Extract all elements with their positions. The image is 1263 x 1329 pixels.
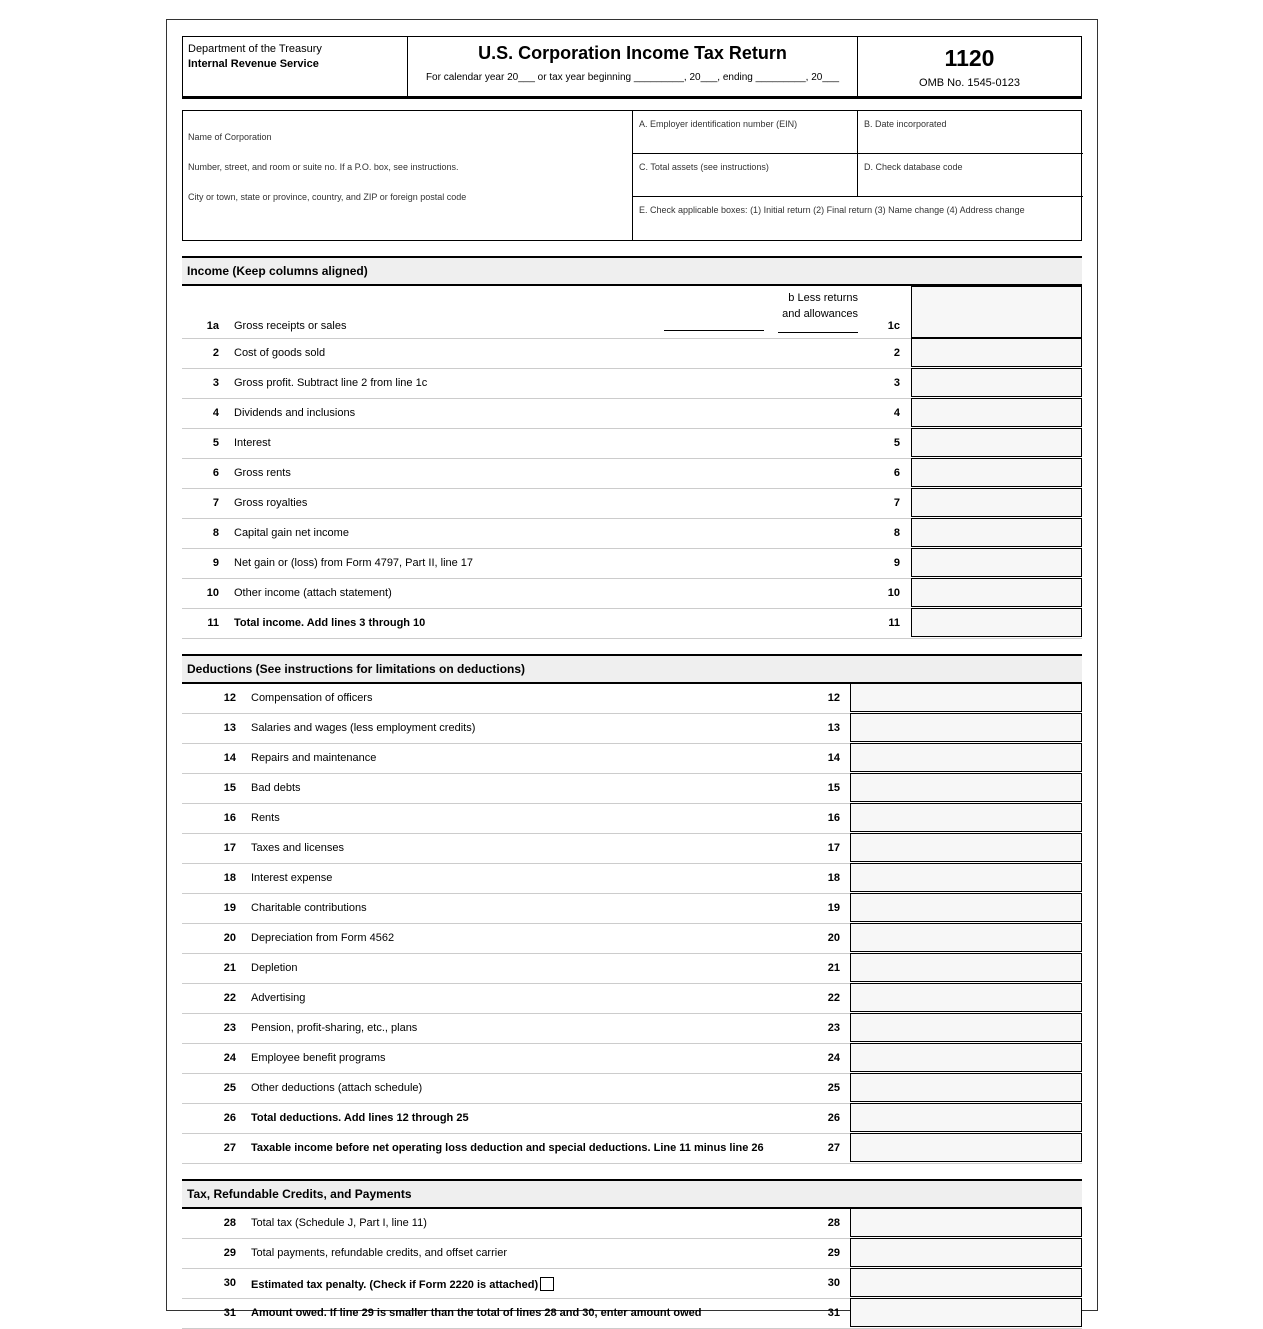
income-row (182, 549, 1082, 579)
line-reference: 6 (893, 467, 900, 479)
line-description: Other deductions (attach schedule) (251, 1082, 423, 1094)
line-reference: 30 (827, 1277, 840, 1289)
deductions-section (182, 684, 1082, 1164)
line-description: Capital gain net income (234, 527, 349, 539)
line-number: 7 (212, 497, 219, 509)
line-reference: 22 (827, 992, 840, 1004)
income-row (182, 339, 1082, 369)
line-number: 10 (206, 587, 219, 599)
title-cell (408, 37, 858, 96)
amount-field[interactable] (911, 608, 1082, 637)
line-description: Gross profit. Subtract line 2 from line 1c (234, 377, 428, 389)
line-number: 1a (206, 320, 219, 332)
amount-field[interactable] (850, 923, 1082, 952)
line-reference: 10 (887, 587, 900, 599)
deduction-row (182, 864, 1082, 894)
amount-field[interactable] (850, 1103, 1082, 1132)
line-number: 2 (212, 347, 219, 359)
amount-field[interactable] (911, 338, 1082, 367)
amount-field[interactable] (850, 1073, 1082, 1102)
applicable-boxes-field[interactable]: E. Check applicable boxes: (1) Initial return (2) Final return (3) Name change (4) Address change (639, 205, 1025, 215)
line-reference: 2 (893, 347, 900, 359)
income-row (182, 429, 1082, 459)
deduction-row (182, 804, 1082, 834)
income-section (182, 286, 1082, 639)
tax-section (182, 1209, 1082, 1329)
line-description: Repairs and maintenance (251, 752, 377, 764)
amount-field[interactable] (850, 713, 1082, 742)
deduction-row (182, 744, 1082, 774)
line-description: Total income. Add lines 3 through 10 (234, 617, 426, 629)
tax-year-line[interactable]: For calendar year 20___ or tax year beginning _________, 20___, ending _________, 20___ (425, 72, 840, 83)
amount-field[interactable] (850, 1268, 1082, 1297)
line-reference: 8 (893, 527, 900, 539)
line-description: Gross receipts or sales (234, 320, 347, 332)
form-header (182, 36, 1082, 99)
line-description: Rents (251, 812, 280, 824)
line-reference: 1c (887, 320, 900, 332)
line-description: Interest (234, 437, 271, 449)
amount-field[interactable] (850, 893, 1082, 922)
deduction-row (182, 834, 1082, 864)
line-reference: 24 (827, 1052, 840, 1064)
less-returns-label (778, 290, 858, 322)
date-incorporated-field[interactable]: B. Date incorporated (864, 119, 947, 129)
total-deductions-row (182, 1104, 1082, 1134)
amount-field[interactable] (911, 286, 1082, 338)
less-returns-label-line1: b Less returns (788, 292, 858, 304)
form-number-cell (858, 37, 1081, 96)
line-number: 23 (223, 1022, 236, 1034)
database-code-field[interactable]: D. Check database code (864, 162, 963, 172)
line-reference: 21 (827, 962, 840, 974)
amount-field[interactable] (850, 1013, 1082, 1042)
line-number: 31 (223, 1307, 236, 1319)
line-number: 20 (223, 932, 236, 944)
line-reference: 31 (827, 1307, 840, 1319)
line-reference: 28 (827, 1217, 840, 1229)
amount-field[interactable] (850, 953, 1082, 982)
amount-field[interactable] (850, 683, 1082, 712)
service-label: Internal Revenue Service (188, 58, 319, 70)
deduction-row (182, 924, 1082, 954)
amount-field[interactable] (850, 743, 1082, 772)
line-reference: 12 (827, 692, 840, 704)
income-row (182, 399, 1082, 429)
tax-row (182, 1299, 1082, 1329)
line-reference: 19 (827, 902, 840, 914)
amount-field[interactable] (850, 833, 1082, 862)
income-row-1a (182, 286, 1082, 339)
divider (633, 196, 1083, 197)
line-number: 30 (223, 1277, 236, 1289)
form-page (166, 19, 1098, 1319)
line-reference: 20 (827, 932, 840, 944)
divider (633, 153, 1083, 154)
income-row (182, 459, 1082, 489)
line-number: 26 (223, 1112, 236, 1124)
returns-allowances-input[interactable] (778, 332, 858, 333)
city-label: City or town, state or province, country, and ZIP or foreign postal code (188, 192, 467, 202)
form-number: 1120 (944, 45, 995, 71)
line-description: Taxes and licenses (251, 842, 344, 854)
line-reference: 18 (827, 872, 840, 884)
line-description: Other income (attach statement) (234, 587, 392, 599)
amount-field[interactable] (850, 773, 1082, 802)
income-row (182, 519, 1082, 549)
amount-field[interactable] (911, 428, 1082, 457)
line-number: 18 (223, 872, 236, 884)
line-description: Dividends and inclusions (234, 407, 356, 419)
line-description: Depletion (251, 962, 298, 974)
form-2220-checkbox[interactable] (540, 1277, 554, 1291)
deduction-row (182, 1014, 1082, 1044)
line-number: 24 (223, 1052, 236, 1064)
line-number: 11 (207, 617, 219, 629)
line-description: Salaries and wages (less employment credits) (251, 722, 476, 734)
amount-field[interactable] (911, 458, 1082, 487)
amount-field[interactable] (850, 863, 1082, 892)
line-description: Advertising (251, 992, 306, 1004)
deduction-row (182, 684, 1082, 714)
deduction-row (182, 984, 1082, 1014)
street-label: Number, street, and room or suite no. If a P.O. box, see instructions. (188, 162, 459, 172)
penalty-label: Estimated tax penalty. (Check if Form 2220 is attached) (251, 1279, 539, 1291)
line-number: 6 (212, 467, 219, 479)
line-number: 16 (223, 812, 236, 824)
line-number: 14 (223, 752, 236, 764)
form-body (182, 36, 1082, 1329)
line-number: 28 (223, 1217, 236, 1229)
deduction-row (182, 894, 1082, 924)
deduction-row (182, 1044, 1082, 1074)
gross-receipts-input[interactable] (664, 330, 764, 331)
line-number: 21 (223, 962, 236, 974)
amount-field[interactable] (850, 1208, 1082, 1237)
corporation-name-label: Name of Corporation (188, 132, 272, 142)
line-reference: 9 (893, 557, 900, 569)
line-description: Compensation of officers (251, 692, 373, 704)
form-title: U.S. Corporation Income Tax Return (478, 43, 787, 63)
line-description: Total payments, refundable credits, and offset carrier (251, 1247, 507, 1259)
amount-field[interactable] (850, 1043, 1082, 1072)
line-number: 17 (223, 842, 236, 854)
line-description: Taxable income before net operating loss deduction and special deductions. Line 11 minus line 26 (251, 1142, 764, 1154)
line-reference: 15 (827, 782, 840, 794)
agency-cell (183, 37, 408, 96)
total-income-row (182, 609, 1082, 639)
income-row (182, 489, 1082, 519)
line-description: Charitable contributions (251, 902, 367, 914)
income-row (182, 579, 1082, 609)
line-description: Cost of goods sold (234, 347, 326, 359)
line-number: 12 (223, 692, 236, 704)
line-reference: 17 (827, 842, 840, 854)
line-description: Net gain or (loss) from Form 4797, Part II, line 17 (234, 557, 474, 569)
amount-field[interactable] (911, 548, 1082, 577)
line-reference: 16 (827, 812, 840, 824)
line-number: 3 (212, 377, 219, 389)
line-description: Interest expense (251, 872, 333, 884)
amount-field[interactable] (850, 983, 1082, 1012)
line-description: Pension, profit-sharing, etc., plans (251, 1022, 418, 1034)
line-number: 4 (212, 407, 219, 419)
line-number: 25 (223, 1082, 236, 1094)
tax-row (182, 1209, 1082, 1239)
line-description: Total tax (Schedule J, Part I, line 11) (251, 1217, 427, 1229)
line-number: 19 (223, 902, 236, 914)
line-reference: 26 (827, 1112, 840, 1124)
line-number: 22 (223, 992, 236, 1004)
line-reference: 23 (827, 1022, 840, 1034)
line-reference: 25 (827, 1082, 840, 1094)
identification-block (182, 110, 1082, 241)
line-number: 8 (212, 527, 219, 539)
total-assets-field[interactable]: C. Total assets (see instructions) (639, 162, 769, 172)
less-returns-label-line2: and allowances (782, 308, 858, 320)
line-reference: 13 (827, 722, 840, 734)
line-reference: 7 (893, 497, 900, 509)
line-number: 15 (223, 782, 236, 794)
amount-field[interactable] (911, 398, 1082, 427)
deduction-row (182, 714, 1082, 744)
line-reference: 27 (827, 1142, 840, 1154)
name-address-cell[interactable] (183, 111, 633, 240)
line-description: Amount owed. If line 29 is smaller than the total of lines 28 and 30, enter amount owed (251, 1307, 702, 1319)
line-description: Depreciation from Form 4562 (251, 932, 395, 944)
line-reference: 29 (827, 1247, 840, 1259)
line-description (251, 1277, 554, 1291)
tax-section-header: Tax, Refundable Credits, and Payments (182, 1179, 1082, 1209)
line-number: 5 (212, 437, 219, 449)
line-number: 29 (223, 1247, 236, 1259)
amount-field[interactable] (911, 368, 1082, 397)
tax-row (182, 1239, 1082, 1269)
tax-row (182, 1269, 1082, 1299)
amount-field[interactable] (850, 1133, 1082, 1162)
line-description: Gross royalties (234, 497, 308, 509)
line-description: Total deductions. Add lines 12 through 25 (251, 1112, 469, 1124)
department-label: Department of the Treasury (188, 43, 322, 55)
line-reference: 5 (893, 437, 900, 449)
ein-field[interactable]: A. Employer identification number (EIN) (639, 119, 798, 129)
deduction-row (182, 954, 1082, 984)
line-reference: 3 (893, 377, 900, 389)
line-number: 9 (212, 557, 219, 569)
amount-field[interactable] (911, 488, 1082, 517)
amount-field[interactable] (850, 803, 1082, 832)
amount-field[interactable] (850, 1238, 1082, 1267)
taxable-income-row (182, 1134, 1082, 1164)
line-description: Employee benefit programs (251, 1052, 386, 1064)
line-description: Gross rents (234, 467, 291, 479)
omb-number: OMB No. 1545-0123 (919, 77, 1020, 89)
income-row (182, 369, 1082, 399)
line-reference: 14 (827, 752, 840, 764)
deduction-row (182, 1074, 1082, 1104)
line-description: Bad debts (251, 782, 301, 794)
line-number: 27 (223, 1142, 236, 1154)
amount-field[interactable] (911, 578, 1082, 607)
deduction-row (182, 774, 1082, 804)
line-reference: 11 (888, 617, 900, 629)
deductions-section-header: Deductions (See instructions for limitations on deductions) (182, 654, 1082, 684)
income-section-header: Income (Keep columns aligned) (182, 256, 1082, 286)
amount-field[interactable] (850, 1298, 1082, 1327)
line-number: 13 (223, 722, 236, 734)
divider (857, 111, 858, 196)
line-reference: 4 (893, 407, 900, 419)
amount-field[interactable] (911, 518, 1082, 547)
